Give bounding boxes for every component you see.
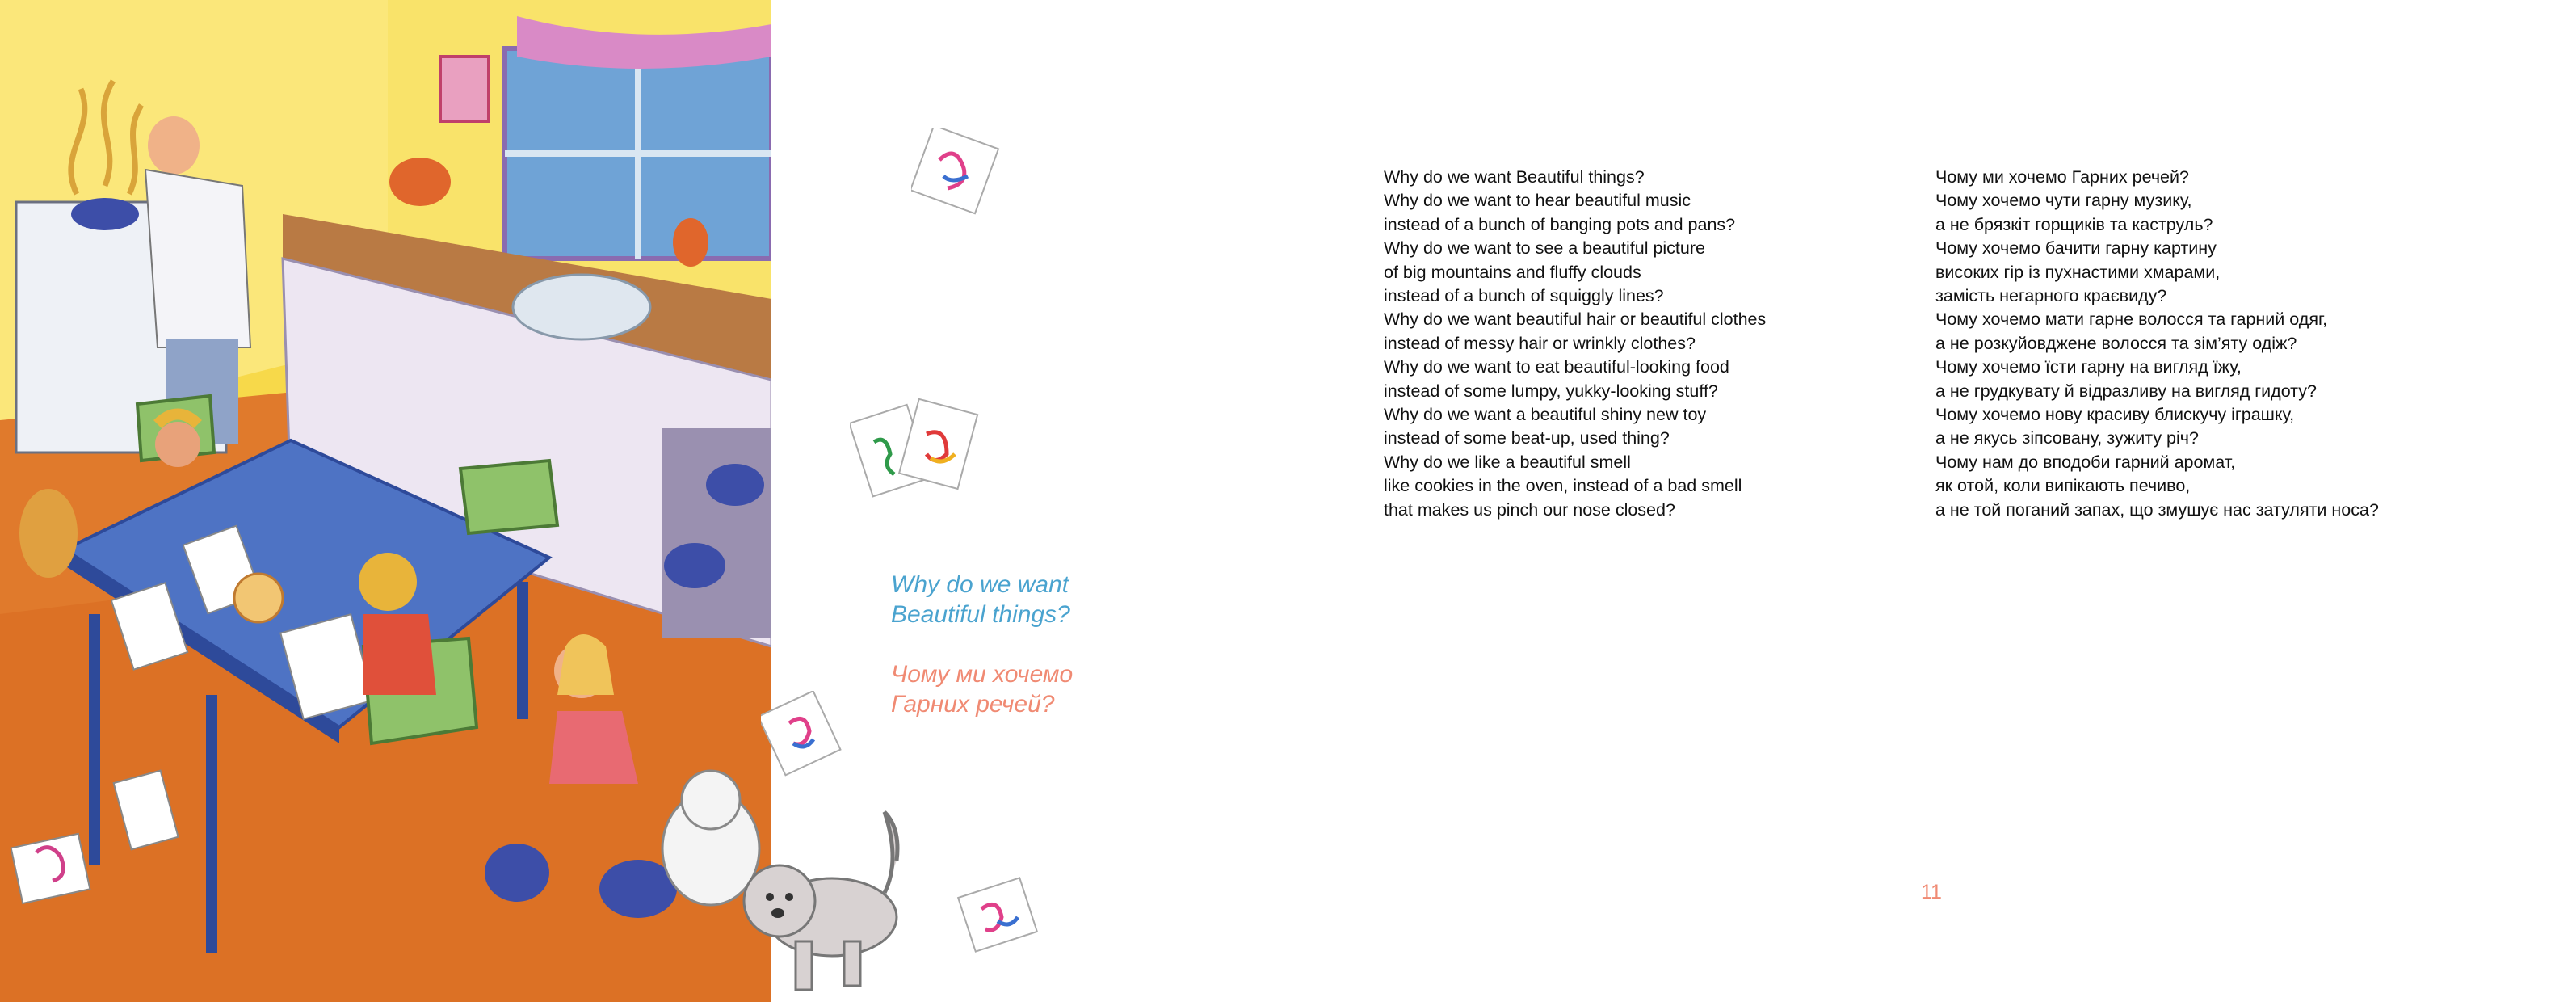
sink <box>513 275 650 339</box>
plate <box>234 574 283 622</box>
poem-line: а не грудкувату й відразливу на вигляд гидоту? <box>1935 381 2317 401</box>
cat <box>19 489 78 578</box>
poem-line: Чому хочемо мати гарне волосся та гарний одяг, <box>1935 309 2328 330</box>
section-heading <box>891 570 1073 719</box>
drawing-paper-icon <box>953 877 1042 962</box>
heading-ukrainian <box>891 659 1073 719</box>
poem-line: Чому ми хочемо Гарних речей? <box>1935 167 2189 187</box>
poem-line: замість негарного краєвиду? <box>1935 286 2167 306</box>
poem-line: like cookies in the oven, instead of a bad smell <box>1384 476 1742 496</box>
heading-ukrainian-line: Гарних речей? <box>891 691 1055 718</box>
poem-english <box>1384 166 1766 522</box>
drawing-paper-icon <box>850 398 987 507</box>
wall-picture <box>440 57 489 121</box>
poem-line: instead of a bunch of banging pots and pans? <box>1384 214 1736 234</box>
poem-line: а не розкуйовджене волосся та зім’яту одіж? <box>1935 333 2297 353</box>
poem-line: високих гір із пухнастими хмарами, <box>1935 262 2221 282</box>
poem-line: Чому хочемо їсти гарну на вигляд їжу, <box>1935 357 2242 377</box>
vase <box>673 218 708 267</box>
poem-line: Why do we want beautiful hair or beautiful clothes <box>1384 309 1767 330</box>
poem-line: Why do we want Beautiful things? <box>1384 167 1645 187</box>
chair-2 <box>460 461 557 533</box>
poem-line: instead of some lumpy, yukky-looking stuff? <box>1384 381 1718 401</box>
pot <box>706 464 764 506</box>
poem-line: instead of some beat-up, used thing? <box>1384 428 1670 448</box>
pan <box>485 844 549 902</box>
poem-line: Why do we like a beautiful smell <box>1384 452 1631 472</box>
pot-2 <box>664 543 725 588</box>
cook-shirt <box>145 170 250 347</box>
child-head <box>155 422 200 467</box>
poem-ukrainian <box>1935 166 2379 522</box>
poem-line: Чому хочемо чути гарну музику, <box>1935 191 2192 211</box>
drawing-paper-icon <box>761 691 842 784</box>
heading-english-line: Why do we want <box>891 571 1069 598</box>
poem-line: а не брязкіт горщиків та каструль? <box>1935 214 2213 234</box>
heading-english-line: Beautiful things? <box>891 601 1070 628</box>
poem-line: Why do we want to eat beautiful-looking food <box>1384 357 1729 377</box>
teapot <box>389 158 451 206</box>
kitchen-illustration <box>0 0 771 1002</box>
poem-line: Чому нам до вподоби гарний аромат, <box>1935 452 2236 472</box>
cooking-pot <box>71 198 139 230</box>
poem-line: Чому хочемо бачити гарну картину <box>1935 238 2217 259</box>
poem-line: Чому хочемо нову красиву блискучу іграшку, <box>1935 405 2295 425</box>
cook-head <box>148 116 200 175</box>
poem-line: of big mountains and fluffy clouds <box>1384 262 1641 282</box>
poem-line: instead of a bunch of squiggly lines? <box>1384 286 1664 306</box>
poem-line: Why do we want a beautiful shiny new toy <box>1384 405 1707 425</box>
poem-line: Why do we want to see a beautiful picture <box>1384 238 1705 259</box>
heading-english <box>891 570 1073 629</box>
poem-line: instead of messy hair or wrinkly clothes? <box>1384 333 1696 353</box>
drawing-paper-icon <box>911 128 1000 221</box>
page-number: 11 <box>1921 881 1942 903</box>
child-2-head <box>359 553 417 611</box>
oven <box>662 428 771 638</box>
child-2-shirt <box>363 614 436 695</box>
heading-ukrainian-line: Чому ми хочемо <box>891 661 1074 688</box>
puppy-illustration <box>731 796 917 1006</box>
poem-line: як отой, коли випікають печиво, <box>1935 476 2191 496</box>
poem-line: that makes us pinch our nose closed? <box>1384 499 1675 520</box>
poem-line: а не якусь зіпсовану, зужиту річ? <box>1935 428 2199 448</box>
poem-line: а не той поганий запах, що змушує нас затуляти носа? <box>1935 499 2379 520</box>
poem-line: Why do we want to hear beautiful music <box>1384 191 1691 211</box>
